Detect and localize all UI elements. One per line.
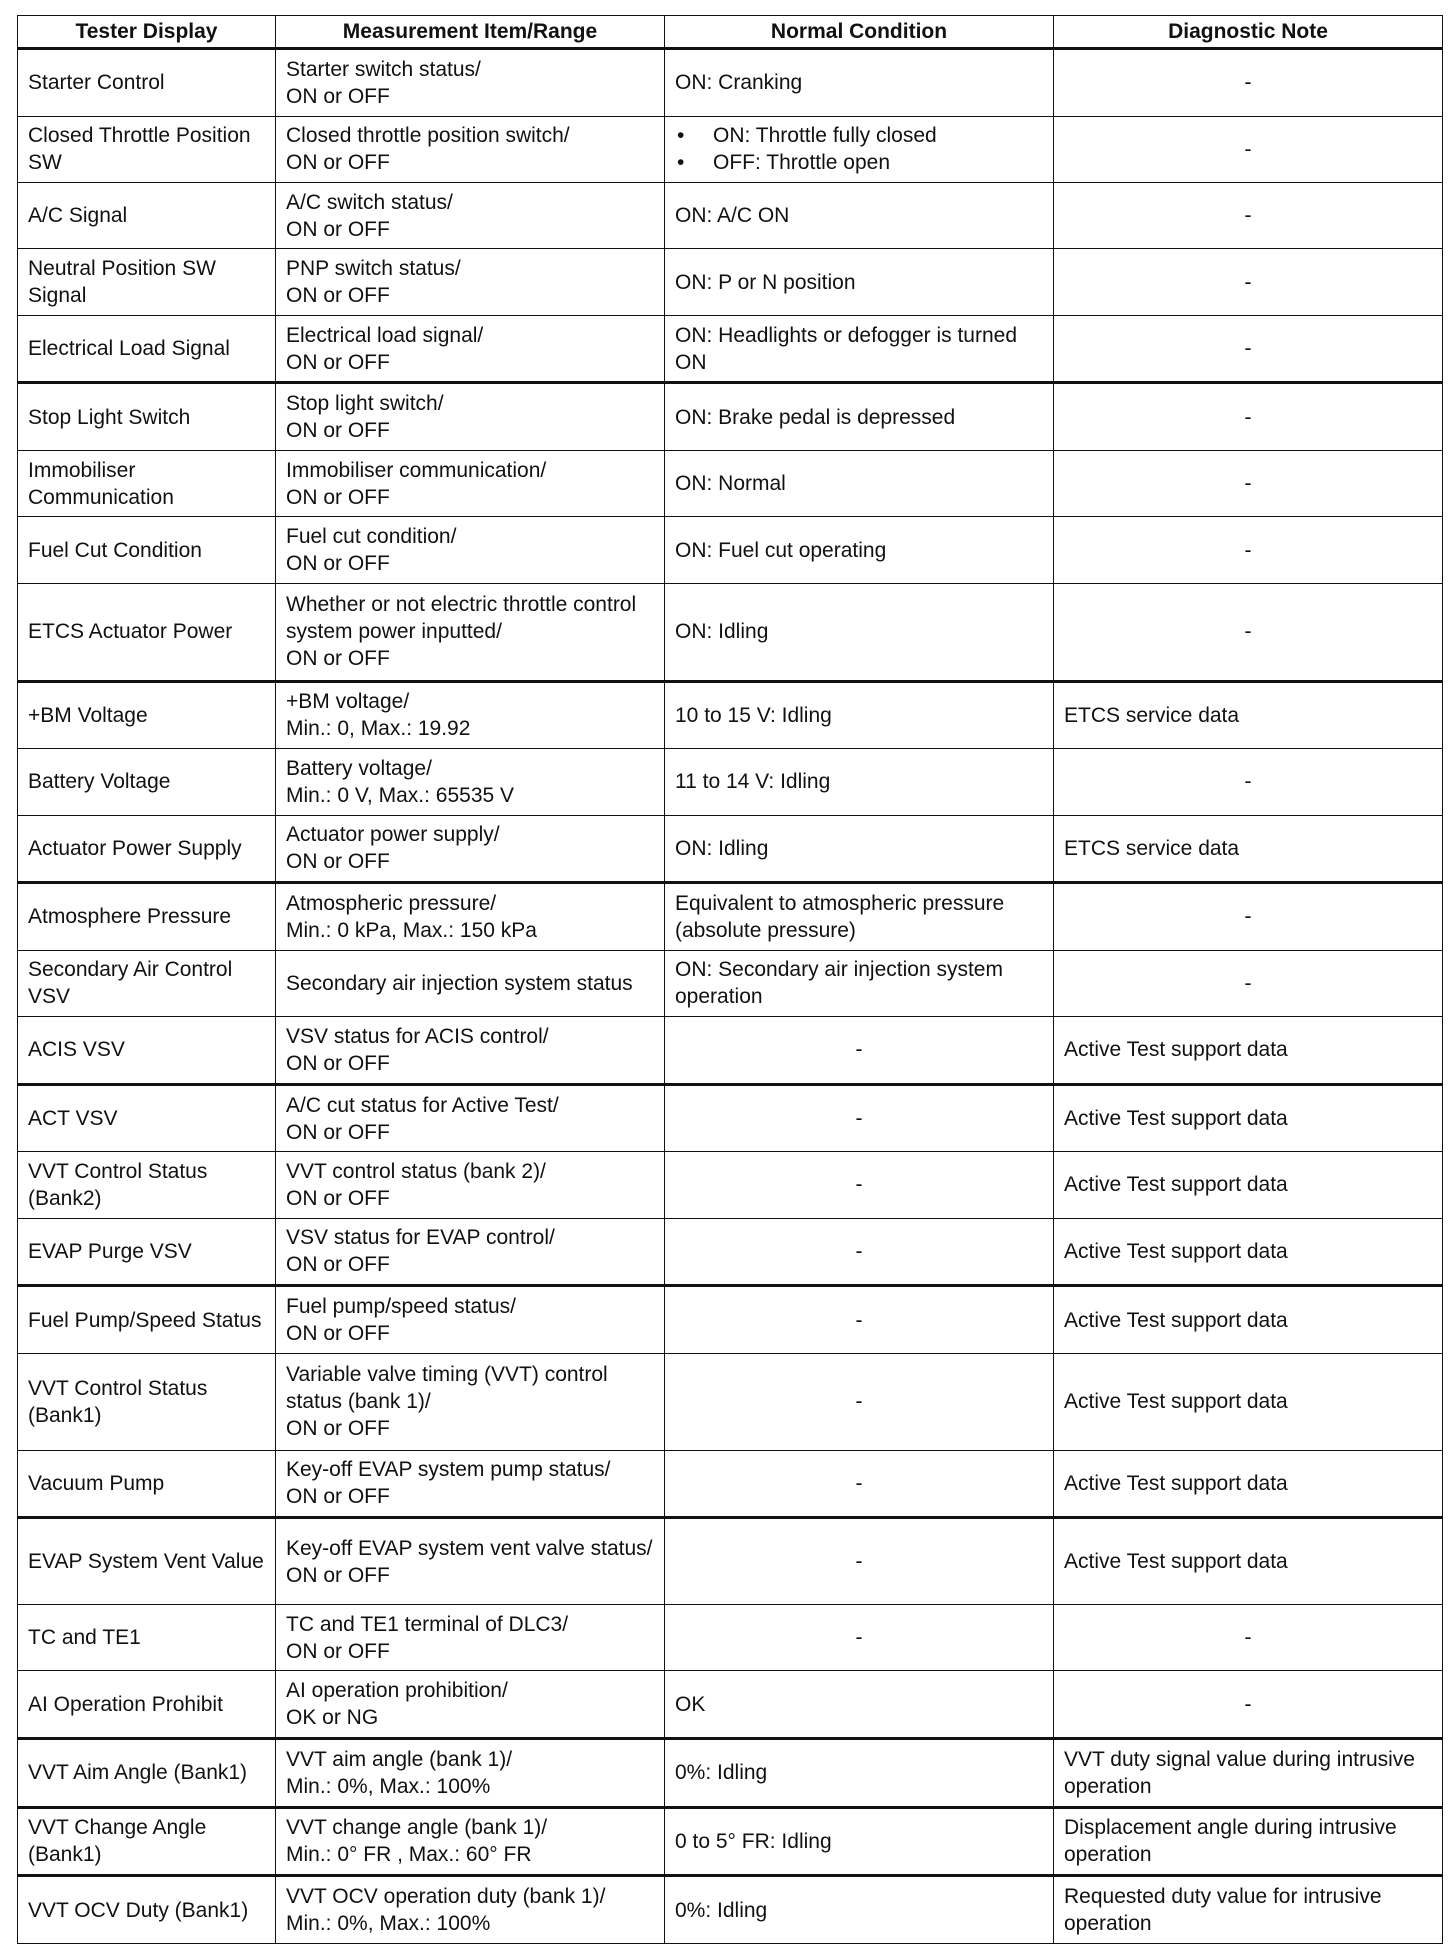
table-body <box>18 49 1443 1944</box>
diagnostic-note-cell: - <box>1054 583 1443 681</box>
measurement-cell <box>276 49 665 117</box>
measurement-line: AI operation prohibition/ <box>286 1679 508 1703</box>
tester-display-cell: +BM Voltage <box>18 681 276 749</box>
normal-condition-line: ON: A/C ON <box>675 204 790 228</box>
measurement-cell <box>276 1353 665 1450</box>
tester-display-cell: VVT Aim Angle (Bank1) <box>18 1738 276 1807</box>
normal-condition-cell <box>665 315 1054 383</box>
normal-condition-line: 11 to 14 V: Idling <box>675 770 831 794</box>
normal-condition-cell <box>665 1152 1054 1218</box>
tester-display-cell: Fuel Pump/Speed Status <box>18 1286 276 1354</box>
normal-condition-bullet: • ON: Throttle fully closed <box>675 122 1043 149</box>
measurement-cell <box>276 116 665 182</box>
measurement-cell <box>276 1876 665 1944</box>
measurement-line: VSV status for ACIS control/ <box>286 1024 549 1048</box>
measurement-cell <box>276 517 665 583</box>
normal-condition-cell <box>665 1218 1054 1286</box>
tester-display-cell: Secondary Air Control VSV <box>18 950 276 1016</box>
measurement-line: ON or OFF <box>286 1120 390 1144</box>
diagnostic-note-cell: - <box>1054 116 1443 182</box>
measurement-cell <box>276 1738 665 1807</box>
measurement-line: ON or OFF <box>286 1563 390 1587</box>
table-row <box>18 49 1443 117</box>
tester-display-cell: EVAP Purge VSV <box>18 1218 276 1286</box>
measurement-line: ON or OFF <box>286 552 390 576</box>
table-row <box>18 116 1443 182</box>
diagnostic-note-cell: Active Test support data <box>1054 1518 1443 1605</box>
diagnostic-note-cell: - <box>1054 749 1443 815</box>
diagnostic-note-cell: Active Test support data <box>1054 1017 1443 1085</box>
measurement-line: Immobiliser communication/ <box>286 458 547 482</box>
normal-condition-cell <box>665 49 1054 117</box>
tester-display-cell: Atmosphere Pressure <box>18 883 276 951</box>
normal-condition-cell <box>665 1738 1054 1807</box>
diagnostic-note-cell: - <box>1054 517 1443 583</box>
normal-condition-cell <box>665 1353 1054 1450</box>
measurement-cell <box>276 249 665 315</box>
measurement-line: ON or OFF <box>286 485 390 509</box>
normal-condition-cell <box>665 749 1054 815</box>
header-tester-display: Tester Display <box>18 16 276 49</box>
table-row <box>18 1807 1443 1876</box>
normal-condition-line: ON: Headlights or defogger is turned ON <box>675 323 1018 374</box>
measurement-cell <box>276 1218 665 1286</box>
measurement-line: OK or NG <box>286 1706 379 1730</box>
diagnostic-note-cell: - <box>1054 249 1443 315</box>
table-row <box>18 1876 1443 1944</box>
measurement-line: Actuator power supply/ <box>286 823 500 847</box>
normal-condition-cell <box>665 681 1054 749</box>
normal-condition-line: Equivalent to atmospheric pressure (absolute pressure) <box>675 891 1005 942</box>
normal-condition-line: - <box>855 1038 863 1062</box>
measurement-line: ON or OFF <box>286 850 390 874</box>
table-row <box>18 1353 1443 1450</box>
normal-condition-line: - <box>855 1239 863 1263</box>
normal-condition-line: ON: Normal <box>675 472 786 496</box>
normal-condition-line: ON: Cranking <box>675 71 803 95</box>
measurement-cell <box>276 1604 665 1670</box>
normal-condition-cell <box>665 1017 1054 1085</box>
diagnostic-note-cell: - <box>1054 450 1443 516</box>
normal-condition-line: 0%: Idling <box>675 1898 768 1922</box>
measurement-line: A/C switch status/ <box>286 190 453 214</box>
normal-condition-cell <box>665 1450 1054 1518</box>
normal-condition-line: - <box>855 1471 863 1495</box>
diagnostic-note-cell: Requested duty value for intrusive operation <box>1054 1876 1443 1944</box>
header-measurement-item: Measurement Item/Range <box>276 16 665 49</box>
measurement-line: Starter switch status/ <box>286 57 481 81</box>
diagnostic-note-cell: ETCS service data <box>1054 681 1443 749</box>
measurement-line: ON or OFF <box>286 84 390 108</box>
measurement-cell <box>276 1084 665 1152</box>
diagnostic-note-cell: - <box>1054 1671 1443 1739</box>
measurement-cell <box>276 1671 665 1739</box>
diagnostic-note-cell: - <box>1054 1604 1443 1670</box>
measurement-line: ON or OFF <box>286 284 390 308</box>
measurement-line: Whether or not electric throttle control system power inputted/ <box>286 593 637 644</box>
diagnostic-note-cell: ETCS service data <box>1054 815 1443 883</box>
table-row <box>18 1450 1443 1518</box>
diagnostic-note-cell: - <box>1054 315 1443 383</box>
table-row <box>18 315 1443 383</box>
tester-display-cell: A/C Signal <box>18 182 276 248</box>
table-row <box>18 950 1443 1016</box>
normal-condition-line: 0%: Idling <box>675 1761 768 1785</box>
measurement-cell <box>276 450 665 516</box>
normal-condition-cell <box>665 950 1054 1016</box>
measurement-line: Min.: 0 kPa, Max.: 150 kPa <box>286 918 537 942</box>
table-row <box>18 1518 1443 1605</box>
table-row <box>18 1152 1443 1218</box>
measurement-cell <box>276 1017 665 1085</box>
normal-condition-cell <box>665 1084 1054 1152</box>
table-row <box>18 583 1443 681</box>
tester-display-cell: EVAP System Vent Value <box>18 1518 276 1605</box>
measurement-line: VVT OCV operation duty (bank 1)/ <box>286 1885 606 1909</box>
measurement-cell <box>276 815 665 883</box>
measurement-line: Fuel cut condition/ <box>286 525 457 549</box>
table-row <box>18 517 1443 583</box>
diagnostic-note-cell: VVT duty signal value during intrusive operation <box>1054 1738 1443 1807</box>
measurement-line: Electrical load signal/ <box>286 323 484 347</box>
tester-display-cell: Electrical Load Signal <box>18 315 276 383</box>
normal-condition-cell <box>665 450 1054 516</box>
measurement-cell <box>276 1518 665 1605</box>
measurement-line: VVT control status (bank 2)/ <box>286 1159 546 1183</box>
normal-condition-line: - <box>855 1107 863 1130</box>
tester-display-cell: ACT VSV <box>18 1084 276 1152</box>
normal-condition-cell <box>665 383 1054 451</box>
normal-condition-line: - <box>855 1550 863 1574</box>
normal-condition-line: ON: Idling <box>675 836 769 860</box>
table-row <box>18 1671 1443 1739</box>
header-row <box>18 16 1443 49</box>
measurement-line: Fuel pump/speed status/ <box>286 1295 516 1319</box>
tester-display-cell: AI Operation Prohibit <box>18 1671 276 1739</box>
normal-condition-line: ON: Fuel cut operating <box>675 538 887 562</box>
diagnostic-note-cell: Active Test support data <box>1054 1353 1443 1450</box>
diagnostic-note-cell: - <box>1054 383 1443 451</box>
measurement-line: ON or OFF <box>286 1417 390 1441</box>
tester-display-cell: Vacuum Pump <box>18 1450 276 1518</box>
measurement-line: VVT aim angle (bank 1)/ <box>286 1747 513 1771</box>
measurement-line: ON or OFF <box>286 419 390 443</box>
table-row <box>18 1738 1443 1807</box>
table-row <box>18 1286 1443 1354</box>
measurement-cell <box>276 583 665 681</box>
normal-condition-cell <box>665 1671 1054 1739</box>
normal-condition-cell <box>665 517 1054 583</box>
measurement-line: Closed throttle position switch/ <box>286 124 570 148</box>
normal-condition-cell <box>665 182 1054 248</box>
measurement-cell <box>276 749 665 815</box>
normal-condition-line: - <box>855 1173 863 1197</box>
diagnostic-note-cell: Active Test support data <box>1054 1450 1443 1518</box>
normal-condition-cell <box>665 883 1054 951</box>
tester-display-cell: Battery Voltage <box>18 749 276 815</box>
normal-condition-cell <box>665 1518 1054 1605</box>
measurement-line: PNP switch status/ <box>286 257 461 281</box>
normal-condition-cell <box>665 249 1054 315</box>
measurement-line: Min.: 0° FR , Max.: 60° FR <box>286 1843 532 1867</box>
table-row <box>18 182 1443 248</box>
tester-display-cell: VVT OCV Duty (Bank1) <box>18 1876 276 1944</box>
measurement-line: Min.: 0 V, Max.: 65535 V <box>286 783 515 807</box>
normal-condition-bullet: • OFF: Throttle open <box>675 149 1043 176</box>
table-row <box>18 1218 1443 1286</box>
tester-display-cell: ACIS VSV <box>18 1017 276 1085</box>
tester-display-cell: Immobiliser Communication <box>18 450 276 516</box>
measurement-line: ON or OFF <box>286 1639 390 1663</box>
normal-condition-line: ON: Brake pedal is depressed <box>675 405 956 429</box>
measurement-line: Key-off EVAP system vent valve status/ <box>286 1536 653 1560</box>
measurement-line: ON or OFF <box>286 1253 390 1277</box>
normal-condition-line: 0 to 5° FR: Idling <box>675 1829 832 1853</box>
table-row <box>18 1604 1443 1670</box>
diagnostic-note-cell: Active Test support data <box>1054 1218 1443 1286</box>
tester-display-cell: Fuel Cut Condition <box>18 517 276 583</box>
measurement-line: A/C cut status for Active Test/ <box>286 1093 559 1117</box>
measurement-cell <box>276 1152 665 1218</box>
tester-data-table <box>17 15 1443 1944</box>
table-row <box>18 815 1443 883</box>
normal-condition-line: ON: Secondary air injection system operation <box>675 958 1003 1009</box>
measurement-cell <box>276 883 665 951</box>
tester-display-cell: ETCS Actuator Power <box>18 583 276 681</box>
table-row <box>18 681 1443 749</box>
tester-display-cell: Starter Control <box>18 49 276 117</box>
measurement-line: Min.: 0%, Max.: 100% <box>286 1774 491 1798</box>
diagnostic-note-cell: - <box>1054 950 1443 1016</box>
tester-display-cell: TC and TE1 <box>18 1604 276 1670</box>
tester-display-cell: VVT Control Status (Bank1) <box>18 1353 276 1450</box>
measurement-line: ON or OFF <box>286 1322 390 1346</box>
measurement-line: ON or OFF <box>286 1186 390 1210</box>
measurement-line: VVT change angle (bank 1)/ <box>286 1816 548 1840</box>
measurement-cell <box>276 950 665 1016</box>
normal-condition-cell <box>665 116 1054 182</box>
measurement-line: ON or OFF <box>286 151 390 175</box>
measurement-line: TC and TE1 terminal of DLC3/ <box>286 1612 569 1636</box>
tester-display-cell: Actuator Power Supply <box>18 815 276 883</box>
measurement-line: Min.: 0, Max.: 19.92 <box>286 717 471 741</box>
normal-condition-cell <box>665 1286 1054 1354</box>
tester-display-cell: VVT Change Angle (Bank1) <box>18 1807 276 1876</box>
measurement-line: ON or OFF <box>286 350 390 374</box>
tester-display-cell: Stop Light Switch <box>18 383 276 451</box>
normal-condition-line: - <box>855 1626 863 1650</box>
tester-display-cell: VVT Control Status (Bank2) <box>18 1152 276 1218</box>
measurement-line: Secondary air injection system status <box>286 971 633 995</box>
normal-condition-line: OK <box>675 1692 706 1716</box>
measurement-line: Variable valve timing (VVT) control status (bank 1)/ <box>286 1363 608 1414</box>
measurement-cell <box>276 1450 665 1518</box>
diagnostic-note-cell: - <box>1054 182 1443 248</box>
measurement-cell <box>276 681 665 749</box>
diagnostic-note-cell: - <box>1054 49 1443 117</box>
normal-condition-cell <box>665 1876 1054 1944</box>
measurement-cell <box>276 383 665 451</box>
normal-condition-line: - <box>855 1390 863 1414</box>
normal-condition-line: ON: Idling <box>675 620 769 644</box>
diagnostic-note-cell: Displacement angle during intrusive operation <box>1054 1807 1443 1876</box>
table-row <box>18 1017 1443 1085</box>
tester-display-cell: Closed Throttle Position SW <box>18 116 276 182</box>
normal-condition-cell <box>665 583 1054 681</box>
measurement-cell <box>276 315 665 383</box>
normal-condition-cell <box>665 1807 1054 1876</box>
measurement-line: +BM voltage/ <box>286 690 410 714</box>
measurement-line: ON or OFF <box>286 1051 390 1075</box>
diagnostic-note-cell: Active Test support data <box>1054 1286 1443 1354</box>
header-diagnostic-note: Diagnostic Note <box>1054 16 1443 49</box>
diagnostic-note-cell: - <box>1054 883 1443 951</box>
table-row <box>18 749 1443 815</box>
measurement-line: Key-off EVAP system pump status/ <box>286 1458 611 1482</box>
measurement-line: Atmospheric pressure/ <box>286 891 497 915</box>
normal-condition-cell <box>665 815 1054 883</box>
measurement-line: ON or OFF <box>286 647 390 671</box>
normal-condition-line: ON: P or N position <box>675 270 856 294</box>
normal-condition-line: - <box>855 1308 863 1332</box>
table-row <box>18 450 1443 516</box>
measurement-line: Battery voltage/ <box>286 756 432 780</box>
measurement-line: ON or OFF <box>286 1485 390 1509</box>
measurement-line: ON or OFF <box>286 217 390 241</box>
measurement-line: Stop light switch/ <box>286 392 444 416</box>
measurement-cell <box>276 182 665 248</box>
measurement-line: VSV status for EVAP control/ <box>286 1226 555 1250</box>
normal-condition-line: 10 to 15 V: Idling <box>675 703 832 727</box>
measurement-line: Min.: 0%, Max.: 100% <box>286 1912 491 1936</box>
normal-condition-cell <box>665 1604 1054 1670</box>
tester-display-cell: Neutral Position SW Signal <box>18 249 276 315</box>
diagnostic-note-cell: Active Test support data <box>1054 1152 1443 1218</box>
table-row <box>18 1084 1443 1152</box>
measurement-cell <box>276 1807 665 1876</box>
diagnostic-note-cell: Active Test support data <box>1054 1084 1443 1152</box>
table-row <box>18 383 1443 451</box>
table-row <box>18 883 1443 951</box>
measurement-cell <box>276 1286 665 1354</box>
table-row <box>18 249 1443 315</box>
header-normal-condition: Normal Condition <box>665 16 1054 49</box>
